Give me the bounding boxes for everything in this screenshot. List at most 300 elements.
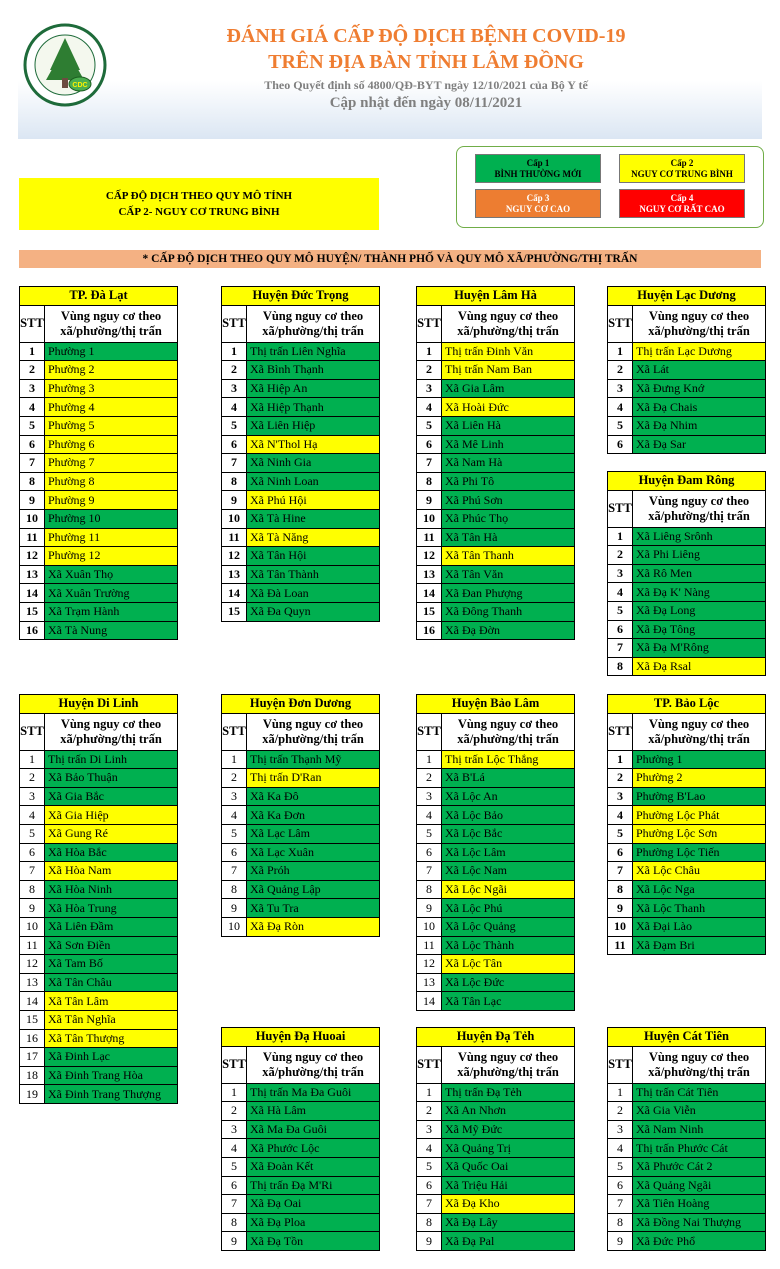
row-number: 15: [20, 602, 45, 621]
row-number: 3: [608, 1120, 633, 1139]
district-name-row: [222, 287, 380, 306]
table-header-row: [417, 305, 575, 342]
table-row: [608, 601, 766, 620]
table-row: [20, 1066, 178, 1085]
row-number: 10: [222, 917, 247, 936]
row-number: 14: [20, 992, 45, 1011]
commune-name: Xã Lộc Nam: [442, 862, 575, 881]
commune-name: Thị trấn Di Linh: [45, 750, 178, 769]
table-row: [608, 416, 766, 435]
commune-name: Xã Phú Hội: [247, 491, 380, 510]
table-row: [608, 583, 766, 602]
table-row: [417, 602, 575, 621]
district-name: Huyện Đạ Huoai: [222, 1028, 380, 1047]
row-number: 7: [20, 862, 45, 881]
row-number: 1: [20, 342, 45, 361]
row-number: 19: [20, 1085, 45, 1104]
row-number: 8: [417, 1213, 442, 1232]
district-name: Huyện Lâm Hà: [417, 287, 575, 306]
row-number: 6: [417, 1176, 442, 1195]
commune-name: Thị trấn Nam Ban: [442, 361, 575, 380]
row-number: 10: [20, 509, 45, 528]
logo-badge: CDC: [72, 82, 88, 89]
commune-name: Phường 10: [45, 509, 178, 528]
commune-name: Xã Tà Hine: [247, 509, 380, 528]
row-number: 12: [222, 547, 247, 566]
district-table-huyen-dam-rong: [607, 471, 766, 676]
commune-name: Thị trấn Đạ M'Ri: [247, 1176, 380, 1195]
updated-date: Cập nhật đến ngày 08/11/2021: [329, 95, 523, 111]
table-row: [20, 342, 178, 361]
table-row: [222, 565, 380, 584]
table-row: [222, 769, 380, 788]
row-number: 7: [222, 1195, 247, 1214]
table-header-row: [417, 1046, 575, 1083]
table-row: [20, 862, 178, 881]
area-header: Vùng nguy cơ theo xã/phường/thị trấn: [247, 713, 380, 750]
commune-name: Xã Lộc An: [442, 787, 575, 806]
row-number: 17: [20, 1048, 45, 1067]
stt-header: STT: [417, 1046, 442, 1083]
row-number: 3: [222, 379, 247, 398]
row-number: 5: [417, 416, 442, 435]
commune-name: Xã Lộc Quảng: [442, 917, 575, 936]
row-number: 1: [222, 750, 247, 769]
table-row: [417, 565, 575, 584]
commune-name: Xã Gung Ré: [45, 824, 178, 843]
table-row: [608, 1232, 766, 1251]
row-number: 15: [417, 602, 442, 621]
commune-name: Xã Quảng Trị: [442, 1139, 575, 1158]
commune-name: Xã Tân Châu: [45, 973, 178, 992]
table-row: [222, 528, 380, 547]
table-row: [222, 379, 380, 398]
table-row: [417, 621, 575, 640]
commune-name: Xã Hòa Bắc: [45, 843, 178, 862]
row-number: 14: [417, 992, 442, 1011]
row-number: 5: [608, 601, 633, 620]
commune-name: Thị trấn Lạc Dương: [633, 342, 766, 361]
table-row: [608, 527, 766, 546]
table-row: [20, 602, 178, 621]
table-row: [417, 769, 575, 788]
row-number: 13: [417, 973, 442, 992]
table-header-row: [222, 305, 380, 342]
row-number: 14: [417, 584, 442, 603]
commune-name: Xã Đạ Ròn: [247, 917, 380, 936]
table-header-row: [222, 1046, 380, 1083]
commune-name: Xã Hà Lâm: [247, 1102, 380, 1121]
row-number: 6: [417, 843, 442, 862]
commune-name: Phường 9: [45, 491, 178, 510]
commune-name: Phường Lộc Tiến: [633, 843, 766, 862]
commune-name: Phường 12: [45, 547, 178, 566]
table-row: [608, 1213, 766, 1232]
district-name-row: [222, 695, 380, 714]
table-row: [417, 342, 575, 361]
decision-reference: Theo Quyết định số 4800/QĐ-BYT ngày 12/10/2021 của Bộ Y tế: [264, 78, 588, 92]
row-number: 5: [417, 824, 442, 843]
commune-name: Xã Quảng Lập: [247, 880, 380, 899]
row-number: 9: [608, 1232, 633, 1251]
area-header: Vùng nguy cơ theo xã/phường/thị trấn: [442, 713, 575, 750]
row-number: 9: [20, 491, 45, 510]
district-table-tp-da-lat: [19, 286, 178, 640]
district-name-row: [608, 472, 766, 491]
commune-name: Xã Đạm Bri: [633, 936, 766, 955]
table-row: [20, 361, 178, 380]
district-table-huyen-da-teh: [416, 1027, 575, 1251]
row-number: 6: [608, 620, 633, 639]
table-row: [417, 435, 575, 454]
row-number: 9: [608, 899, 633, 918]
commune-name: Xã Ka Đô: [247, 787, 380, 806]
row-number: 8: [20, 472, 45, 491]
table-row: [417, 1195, 575, 1214]
commune-name: Xã Đạ Sar: [633, 435, 766, 454]
table-row: [608, 342, 766, 361]
table-row: [608, 917, 766, 936]
commune-name: Thị trấn D'Ran: [247, 769, 380, 788]
row-number: 11: [20, 936, 45, 955]
table-row: [608, 639, 766, 658]
row-number: 5: [222, 416, 247, 435]
commune-name: Thị trấn Cát Tiên: [633, 1083, 766, 1102]
table-row: [417, 1120, 575, 1139]
row-number: 1: [417, 342, 442, 361]
stt-header: STT: [222, 713, 247, 750]
commune-name: Xã Đạ Đờn: [442, 621, 575, 640]
row-number: 12: [417, 547, 442, 566]
row-number: 16: [417, 621, 442, 640]
row-number: 2: [222, 1102, 247, 1121]
commune-name: Thị trấn Đạ Tẻh: [442, 1083, 575, 1102]
commune-name: Xã Đà Loan: [247, 584, 380, 603]
commune-name: Phường 6: [45, 435, 178, 454]
table-row: [608, 1102, 766, 1121]
district-name: Huyện Đức Trọng: [222, 287, 380, 306]
commune-name: Xã Phúc Thọ: [442, 509, 575, 528]
legend-level-3-label: NGUY CƠ CAO: [505, 203, 571, 214]
stt-header: STT: [417, 305, 442, 342]
commune-name: Xã Hòa Nam: [45, 862, 178, 881]
commune-name: Xã Gia Bắc: [45, 787, 178, 806]
cdc-lam-dong-logo: [20, 22, 110, 108]
table-row: [222, 509, 380, 528]
row-number: 6: [222, 843, 247, 862]
commune-name: Xã Tân Hà: [442, 528, 575, 547]
district-name: Huyện Đam Rông: [608, 472, 766, 491]
commune-name: Xã Hiệp An: [247, 379, 380, 398]
table-row: [608, 657, 766, 676]
row-number: 4: [222, 806, 247, 825]
table-row: [222, 750, 380, 769]
table-row: [417, 973, 575, 992]
commune-name: Xã Đại Lào: [633, 917, 766, 936]
stt-header: STT: [222, 1046, 247, 1083]
stt-header: STT: [222, 305, 247, 342]
table-row: [608, 862, 766, 881]
district-name-row: [417, 1028, 575, 1047]
level-legend: [456, 146, 764, 228]
table-row: [20, 1085, 178, 1104]
row-number: 6: [20, 435, 45, 454]
commune-name: Xã Đạ Rsal: [633, 657, 766, 676]
commune-name: Xã Lát: [633, 361, 766, 380]
table-row: [222, 1102, 380, 1121]
row-number: 5: [608, 1157, 633, 1176]
stt-header: STT: [20, 305, 45, 342]
row-number: 1: [222, 1083, 247, 1102]
table-row: [222, 602, 380, 621]
table-row: [417, 955, 575, 974]
row-number: 3: [20, 379, 45, 398]
table-row: [222, 1195, 380, 1214]
district-table-huyen-di-linh: [19, 694, 178, 1104]
table-row: [417, 1157, 575, 1176]
commune-name: Xã Gia Viễn: [633, 1102, 766, 1121]
commune-name: Xã Lộc Châu: [633, 862, 766, 881]
table-row: [608, 843, 766, 862]
row-number: 9: [417, 899, 442, 918]
commune-name: Phường B'Lao: [633, 787, 766, 806]
table-row: [608, 1157, 766, 1176]
district-name: Huyện Lạc Dương: [608, 287, 766, 306]
table-row: [20, 806, 178, 825]
table-row: [608, 1195, 766, 1214]
commune-name: Xã Bảo Thuận: [45, 769, 178, 788]
row-number: 3: [222, 1120, 247, 1139]
table-row: [417, 584, 575, 603]
table-row: [20, 787, 178, 806]
row-number: 5: [222, 824, 247, 843]
row-number: 4: [608, 806, 633, 825]
row-number: 13: [20, 565, 45, 584]
commune-name: Thị trấn Ma Đa Guôi: [247, 1083, 380, 1102]
table-row: [20, 509, 178, 528]
commune-name: Xã Xuân Thọ: [45, 565, 178, 584]
legend-level-3-title: Cấp 3: [526, 192, 550, 203]
row-number: 5: [222, 1157, 247, 1176]
commune-name: Xã Liên Hà: [442, 416, 575, 435]
row-number: 8: [608, 657, 633, 676]
commune-name: Xã Trạm Hành: [45, 602, 178, 621]
row-number: 5: [20, 824, 45, 843]
row-number: 8: [222, 880, 247, 899]
row-number: 16: [20, 1029, 45, 1048]
table-row: [608, 546, 766, 565]
table-row: [222, 843, 380, 862]
table-row: [20, 1048, 178, 1067]
table-row: [222, 398, 380, 417]
row-number: 1: [417, 1083, 442, 1102]
commune-name: Phường 1: [45, 342, 178, 361]
table-row: [417, 824, 575, 843]
area-header: Vùng nguy cơ theo xã/phường/thị trấn: [633, 305, 766, 342]
commune-name: Xã Próh: [247, 862, 380, 881]
commune-name: Xã Đạ Pal: [442, 1232, 575, 1251]
commune-name: Phường 5: [45, 416, 178, 435]
commune-name: Xã Lộc Phú: [442, 899, 575, 918]
row-number: 15: [222, 602, 247, 621]
row-number: 2: [417, 361, 442, 380]
row-number: 13: [222, 565, 247, 584]
table-row: [20, 769, 178, 788]
district-name-row: [417, 287, 575, 306]
table-row: [417, 843, 575, 862]
district-name: Huyện Di Linh: [20, 695, 178, 714]
commune-name: Xã B'Lá: [442, 769, 575, 788]
commune-name: Xã Lộc Đức: [442, 973, 575, 992]
table-row: [20, 454, 178, 473]
row-number: 9: [222, 899, 247, 918]
legend-level-2-title: Cấp 2: [670, 157, 694, 168]
row-number: 10: [20, 917, 45, 936]
commune-name: Xã Lộc Nga: [633, 880, 766, 899]
commune-name: Xã Lộc Ngãi: [442, 880, 575, 899]
commune-name: Xã Đoàn Kết: [247, 1157, 380, 1176]
commune-name: Xã Đạ M'Rông: [633, 639, 766, 658]
commune-name: Xã Triệu Hải: [442, 1176, 575, 1195]
commune-name: Xã Lộc Thành: [442, 936, 575, 955]
district-table-huyen-duc-trong: [221, 286, 380, 622]
row-number: 4: [222, 398, 247, 417]
table-row: [417, 1232, 575, 1251]
table-row: [222, 416, 380, 435]
row-number: 8: [417, 472, 442, 491]
district-table-huyen-lam-ha: [416, 286, 575, 640]
commune-name: Xã Đan Phượng: [442, 584, 575, 603]
table-row: [608, 824, 766, 843]
stt-header: STT: [417, 713, 442, 750]
district-name-row: [222, 1028, 380, 1047]
commune-name: Xã Hòa Ninh: [45, 880, 178, 899]
commune-name: Phường 1: [633, 750, 766, 769]
commune-name: Xã Đa Quyn: [247, 602, 380, 621]
row-number: 8: [222, 472, 247, 491]
table-row: [20, 472, 178, 491]
area-header: Vùng nguy cơ theo xã/phường/thị trấn: [45, 305, 178, 342]
row-number: 1: [20, 750, 45, 769]
commune-name: Xã Gia Lâm: [442, 379, 575, 398]
district-name: TP. Bảo Lộc: [608, 695, 766, 714]
table-row: [608, 750, 766, 769]
commune-name: Xã Ka Đơn: [247, 806, 380, 825]
row-number: 11: [608, 936, 633, 955]
table-row: [222, 1083, 380, 1102]
table-row: [222, 1157, 380, 1176]
table-row: [20, 917, 178, 936]
district-level-banner: * CẤP ĐỘ DỊCH THEO QUY MÔ HUYỆN/ THÀNH PHỐ VÀ QUY MÔ XÃ/PHƯỜNG/THỊ TRẤN: [19, 250, 761, 268]
row-number: 6: [222, 1176, 247, 1195]
table-row: [608, 398, 766, 417]
table-row: [417, 806, 575, 825]
row-number: 7: [417, 862, 442, 881]
commune-name: Xã Phi Tô: [442, 472, 575, 491]
row-number: 18: [20, 1066, 45, 1085]
table-row: [222, 1120, 380, 1139]
table-row: [222, 862, 380, 881]
row-number: 3: [417, 379, 442, 398]
row-number: 4: [417, 806, 442, 825]
table-row: [222, 547, 380, 566]
commune-name: Phường 4: [45, 398, 178, 417]
table-header-row: [608, 490, 766, 527]
table-row: [417, 416, 575, 435]
row-number: 4: [608, 1139, 633, 1158]
commune-name: Xã Nam Ninh: [633, 1120, 766, 1139]
row-number: 7: [222, 454, 247, 473]
commune-name: Xã Phi Liêng: [633, 546, 766, 565]
row-number: 13: [417, 565, 442, 584]
area-header: Vùng nguy cơ theo xã/phường/thị trấn: [442, 1046, 575, 1083]
table-row: [20, 416, 178, 435]
row-number: 9: [222, 1232, 247, 1251]
district-table-tp-bao-loc: [607, 694, 766, 955]
district-name-row: [20, 287, 178, 306]
table-row: [222, 880, 380, 899]
district-table-huyen-lac-duong: [607, 286, 766, 454]
table-row: [222, 917, 380, 936]
table-row: [417, 880, 575, 899]
row-number: 4: [417, 1139, 442, 1158]
table-row: [417, 1213, 575, 1232]
row-number: 3: [417, 1120, 442, 1139]
table-row: [222, 787, 380, 806]
commune-name: Xã Sơn Điền: [45, 936, 178, 955]
district-name-row: [608, 1028, 766, 1047]
district-name: Huyện Bảo Lâm: [417, 695, 575, 714]
row-number: 2: [608, 361, 633, 380]
table-row: [20, 379, 178, 398]
commune-name: Phường 11: [45, 528, 178, 547]
commune-name: Xã Đạ K' Nàng: [633, 583, 766, 602]
commune-name: Xã Đạ Tồn: [247, 1232, 380, 1251]
commune-name: Xã Tiên Hoàng: [633, 1195, 766, 1214]
area-header: Vùng nguy cơ theo xã/phường/thị trấn: [45, 713, 178, 750]
table-row: [417, 361, 575, 380]
commune-name: Xã Đinh Trang Thượng: [45, 1085, 178, 1104]
row-number: 3: [417, 787, 442, 806]
stt-header: STT: [608, 713, 633, 750]
row-number: 2: [222, 769, 247, 788]
row-number: 4: [222, 1139, 247, 1158]
table-row: [417, 509, 575, 528]
commune-name: Xã An Nhơn: [442, 1102, 575, 1121]
commune-name: Thị trấn Thạnh Mỹ: [247, 750, 380, 769]
row-number: 8: [608, 1213, 633, 1232]
table-row: [608, 361, 766, 380]
commune-name: Xã Mỹ Đức: [442, 1120, 575, 1139]
table-row: [222, 1139, 380, 1158]
table-row: [608, 769, 766, 788]
commune-name: Phường 2: [45, 361, 178, 380]
table-row: [608, 936, 766, 955]
commune-name: Xã Hoài Đức: [442, 398, 575, 417]
commune-name: Xã Đạ Lây: [442, 1213, 575, 1232]
commune-name: Xã Lộc Bảo: [442, 806, 575, 825]
commune-name: Xã Tà Năng: [247, 528, 380, 547]
commune-name: Xã Đạ Oai: [247, 1195, 380, 1214]
stt-header: STT: [608, 1046, 633, 1083]
commune-name: Xã Mê Linh: [442, 435, 575, 454]
row-number: 4: [20, 398, 45, 417]
legend-level-4: [619, 189, 745, 218]
row-number: 12: [20, 547, 45, 566]
row-number: 4: [417, 398, 442, 417]
table-row: [20, 547, 178, 566]
commune-name: Phường 2: [633, 769, 766, 788]
